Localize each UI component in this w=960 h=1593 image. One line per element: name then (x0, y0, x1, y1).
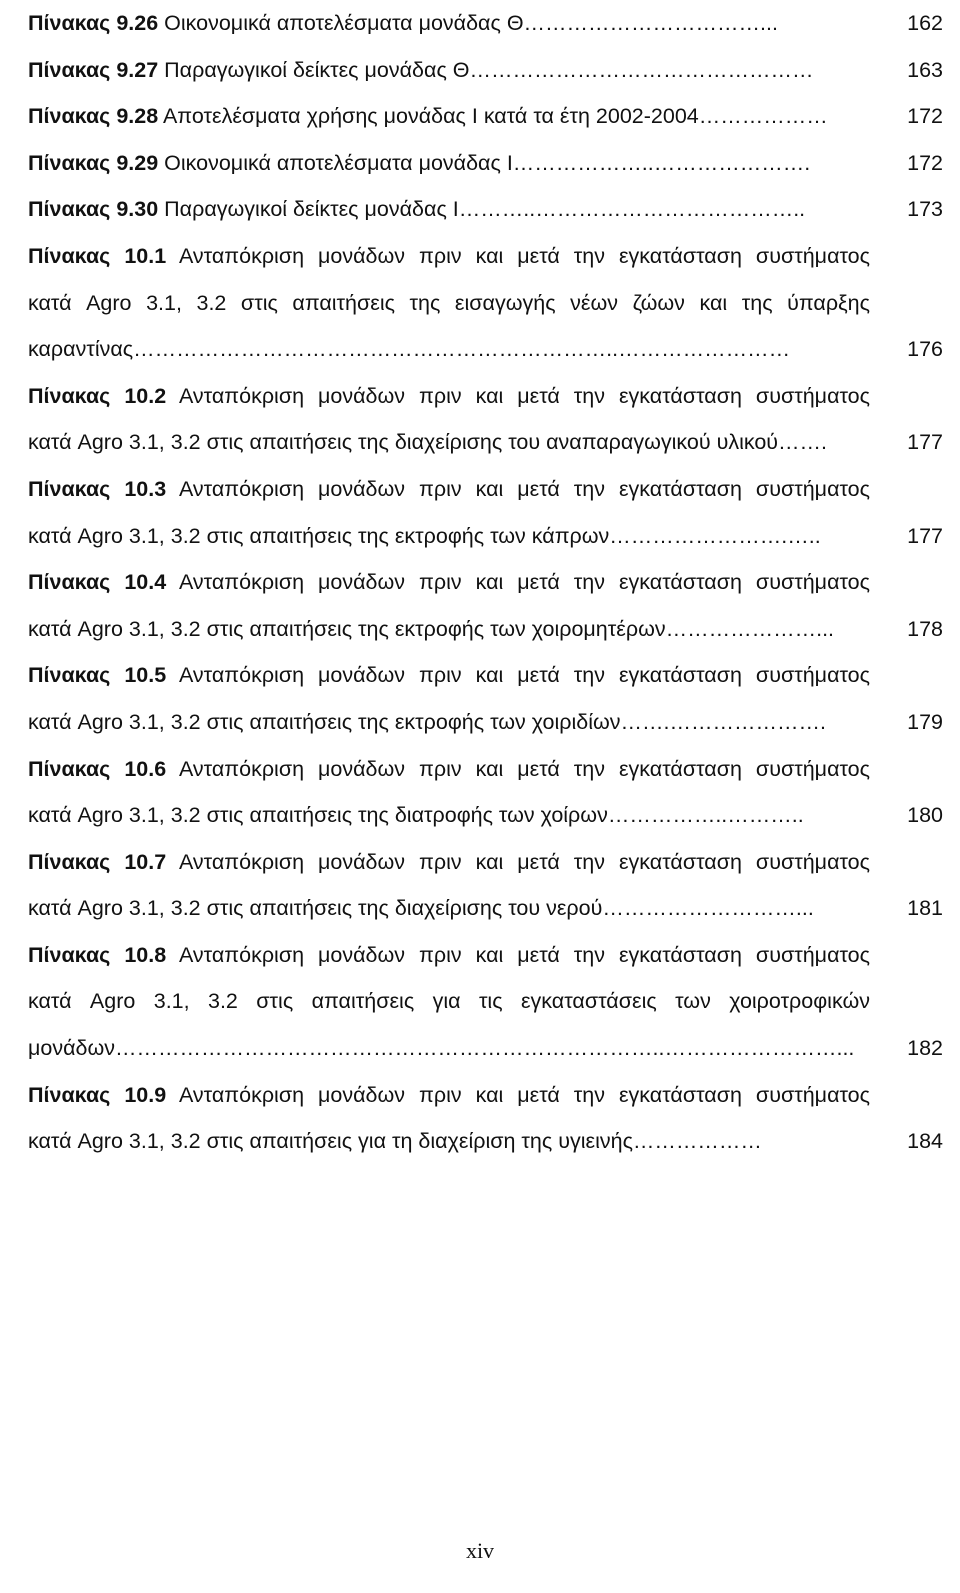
toc-entry[interactable] (28, 466, 943, 559)
page-number: 184 (907, 1129, 943, 1154)
toc-entry-line (28, 792, 943, 839)
toc-entry[interactable] (28, 233, 943, 373)
toc-entry-line (28, 466, 943, 513)
table-caption: μονάδων…………………………………………………………………..……………………... (28, 1036, 855, 1061)
toc-entry-line (28, 280, 943, 327)
page-number: 182 (907, 1036, 943, 1061)
toc-entry[interactable] (28, 373, 943, 466)
table-label: Πίνακας 10.8 (28, 942, 167, 967)
table-label: Πίνακας 10.9 (28, 1082, 167, 1107)
toc-entry[interactable] (28, 47, 943, 94)
table-caption: κατά Agro 3.1, 3.2 στις απαιτήσεις για τις εγκαταστάσεις των χοιροτροφικών (28, 989, 870, 1014)
table-caption: Ανταπόκριση μονάδων πριν και μετά την εγκατάσταση συστήματος (178, 663, 870, 688)
table-label: Πίνακας 10.3 (28, 476, 167, 501)
table-caption: Ανταπόκριση μονάδων πριν και μετά την εγκατάσταση συστήματος (178, 1082, 870, 1107)
table-caption: Οικονομικά αποτελέσματα μονάδας Θ……………………………... (164, 11, 778, 35)
toc-entry-line (28, 1025, 943, 1072)
table-label: Πίνακας 10.6 (28, 756, 167, 781)
toc-entry-text (28, 885, 870, 932)
page-number: 172 (907, 104, 943, 129)
table-caption: Ανταπόκριση μονάδων πριν και μετά την εγκατάσταση συστήματος (178, 383, 870, 408)
table-caption: κατά Agro 3.1, 3.2 στις απαιτήσεις της εκτροφής των χοιρομητέρων…………………... (28, 616, 835, 641)
toc-entry[interactable] (28, 140, 943, 187)
table-label: Πίνακας 10.4 (28, 570, 167, 595)
toc-entry-line (28, 699, 943, 746)
toc-entry-text (28, 513, 870, 560)
page-number: 178 (907, 616, 943, 641)
table-label: Πίνακας 9.29 (28, 150, 159, 175)
toc-entry-text (28, 0, 870, 47)
toc-entry-text (28, 373, 870, 420)
toc-entry-text (28, 1118, 870, 1165)
toc-entry-text (28, 932, 870, 979)
page-number: 177 (907, 523, 943, 548)
table-caption: κατά Agro 3.1, 3.2 στις απαιτήσεις της διαχείρισης του νερού………………………... (28, 896, 814, 921)
table-caption: κατά Agro 3.1, 3.2 στις απαιτήσεις της εκτροφής των χοιριδίων…….…………………. (28, 709, 826, 734)
toc-entry[interactable] (28, 652, 943, 745)
toc-entry-line (28, 93, 943, 140)
toc-entry[interactable] (28, 746, 943, 839)
table-caption: Ανταπόκριση μονάδων πριν και μετά την εγκατάσταση συστήματος (178, 849, 870, 874)
toc-entry-line (28, 839, 943, 886)
toc-entry-line (28, 186, 943, 233)
toc-entry-line (28, 652, 943, 699)
toc-entry-text (28, 466, 870, 513)
toc-entry-line (28, 419, 943, 466)
toc-entry-line (28, 47, 943, 94)
toc-entry-text (28, 652, 870, 699)
toc-entry-text (28, 978, 870, 1025)
table-label: Πίνακας 10.1 (28, 243, 167, 268)
toc-entry-line (28, 1118, 943, 1165)
page-number: 180 (907, 803, 943, 828)
toc-entry-line (28, 1072, 943, 1119)
toc-entry-line (28, 932, 943, 979)
table-caption: Ανταπόκριση μονάδων πριν και μετά την εγκατάσταση συστήματος (178, 570, 870, 595)
page-number: 162 (907, 11, 943, 35)
table-label: Πίνακας 9.26 (28, 11, 159, 35)
toc-entry-line (28, 559, 943, 606)
table-label: Πίνακας 10.7 (28, 849, 167, 874)
toc-entry-text (28, 792, 870, 839)
page-number: 179 (907, 709, 943, 734)
toc-entry-text (28, 746, 870, 793)
toc-entry-text (28, 559, 870, 606)
toc-entry-line (28, 326, 943, 373)
toc-entry-text (28, 47, 870, 94)
toc-entry-line (28, 885, 943, 932)
toc-entry-line (28, 140, 943, 187)
table-caption: Ανταπόκριση μονάδων πριν και μετά την εγκατάσταση συστήματος (178, 756, 870, 781)
table-caption: Ανταπόκριση μονάδων πριν και μετά την εγκατάσταση συστήματος (178, 942, 870, 967)
table-label: Πίνακας 9.27 (28, 57, 159, 82)
toc-entry-text (28, 326, 870, 373)
table-caption: Οικονομικά αποτελέσματα μονάδας Ι………………..…………………. (164, 150, 811, 175)
table-caption: Αποτελέσματα χρήσης μονάδας Ι κατά τα έτη 2002-2004……………… (162, 104, 828, 129)
page-number: 176 (907, 337, 943, 362)
table-caption: Ανταπόκριση μονάδων πριν και μετά την εγκατάσταση συστήματος (178, 476, 870, 501)
table-label: Πίνακας 9.28 (28, 104, 159, 129)
toc-entry-line (28, 513, 943, 560)
page-number: 173 (907, 197, 943, 222)
toc-entry-line (28, 978, 943, 1025)
page-number: 172 (907, 150, 943, 175)
table-of-tables (28, 0, 943, 1165)
toc-entry-text (28, 186, 870, 233)
toc-entry-line (28, 233, 943, 280)
table-caption: κατά Agro 3.1, 3.2 στις απαιτήσεις της εκτροφής των κάπρων…………………….….. (28, 523, 821, 548)
toc-entry[interactable] (28, 559, 943, 652)
toc-entry[interactable] (28, 0, 943, 47)
toc-entry-line (28, 746, 943, 793)
toc-entry-text (28, 699, 870, 746)
toc-entry-text (28, 233, 870, 280)
toc-entry-text (28, 1025, 870, 1072)
table-caption: κατά Agro 3.1, 3.2 στις απαιτήσεις της εισαγωγής νέων ζώων και της ύπαρξης (28, 290, 870, 315)
page-number: 177 (907, 430, 943, 455)
toc-entry-text (28, 606, 870, 653)
toc-entry-text (28, 839, 870, 886)
toc-entry-text (28, 1072, 870, 1119)
table-caption: Παραγωγικοί δείκτες μονάδας Θ………………………………………… (164, 57, 814, 82)
toc-entry-text (28, 419, 870, 466)
toc-entry[interactable] (28, 839, 943, 932)
toc-entry-text (28, 280, 870, 327)
toc-entry-text (28, 140, 870, 187)
toc-entry[interactable] (28, 93, 943, 140)
toc-entry[interactable] (28, 932, 943, 1072)
toc-entry[interactable] (28, 186, 943, 233)
toc-entry-text (28, 93, 870, 140)
toc-entry[interactable] (28, 1072, 943, 1165)
toc-entry-line (28, 0, 943, 47)
table-caption: Ανταπόκριση μονάδων πριν και μετά την εγκατάσταση συστήματος (178, 243, 870, 268)
table-caption: Παραγωγικοί δείκτες μονάδας Ι………..……………………………….. (164, 197, 806, 222)
toc-entry-line (28, 606, 943, 653)
toc-entry-line (28, 373, 943, 420)
table-caption: κατά Agro 3.1, 3.2 στις απαιτήσεις της διατροφής των χοίρων……………..……….. (28, 803, 804, 828)
page-number-footer: xiv (465, 1538, 495, 1563)
table-caption: κατά Agro 3.1, 3.2 στις απαιτήσεις της διαχείρισης του αναπαραγωγικού υλικού……. (28, 430, 828, 455)
table-label: Πίνακας 9.30 (28, 197, 159, 222)
page-number: 163 (907, 57, 943, 82)
table-caption: καραντίνας…………………………………………………………..…………………… (28, 337, 791, 362)
page-number: 181 (907, 896, 943, 921)
table-label: Πίνακας 10.2 (28, 383, 167, 408)
table-caption: κατά Agro 3.1, 3.2 στις απαιτήσεις για τη διαχείριση της υγιεινής……………… (28, 1129, 762, 1154)
table-label: Πίνακας 10.5 (28, 663, 167, 688)
